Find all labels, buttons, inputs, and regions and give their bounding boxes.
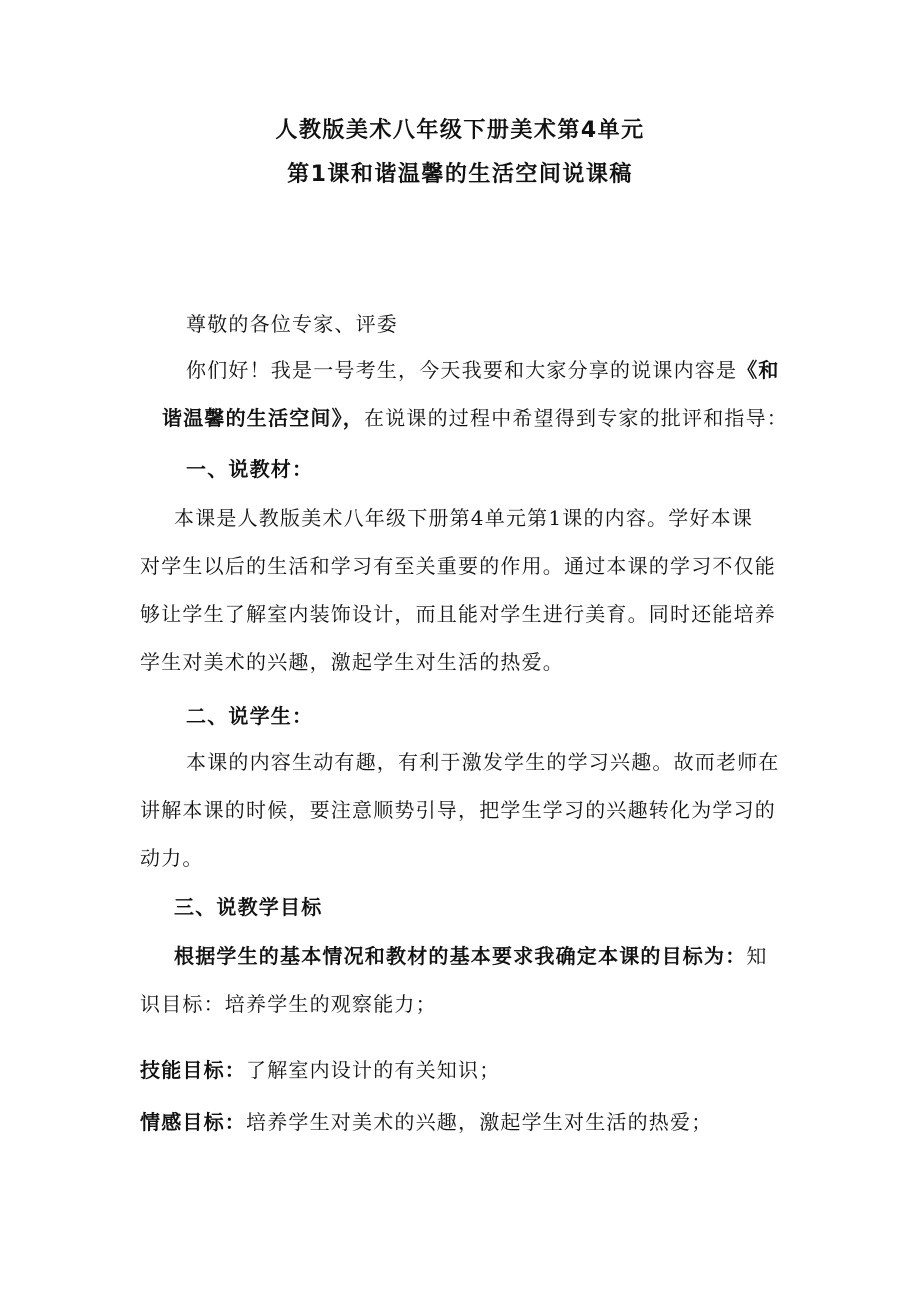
- section1-line: 学生对美术的兴趣，激起学生对生活的热爱。: [140, 650, 564, 674]
- skill-objective-text: 了解室内设计的有关知识；: [246, 1058, 501, 1082]
- document-title-line1: 人教版美术八年级下册美术第4单元: [275, 118, 645, 143]
- section2-heading: 二、说学生：: [186, 704, 314, 728]
- skill-objective: [140, 1056, 500, 1084]
- section3-lead-tail: 知: [746, 944, 768, 968]
- section1-heading: 一、说教材：: [186, 457, 314, 481]
- section3-lead-line1: [174, 942, 768, 970]
- emotion-objective-label: 情感目标：: [140, 1110, 246, 1134]
- document-title-line2: 第1课和谐温馨的生活空间说课稿: [287, 162, 633, 187]
- intro-text-end: 在说课的过程中希望得到专家的批评和指导：: [364, 406, 788, 430]
- section2-line: 讲解本课的时候，要注意顺势引导，把学生学习的兴趣转化为学习的: [140, 798, 776, 822]
- section3-lead-bold: 根据学生的基本情况和教材的基本要求我确定本课的目标为：: [174, 944, 747, 968]
- intro-line2: [162, 404, 788, 432]
- intro-bold-start: 《和: [737, 358, 780, 382]
- section3-lead-line2: 识目标：培养学生的观察能力；: [140, 992, 437, 1016]
- intro-bold-title: 谐温馨的生活空间》，: [162, 406, 364, 430]
- skill-objective-label: 技能目标：: [140, 1058, 246, 1082]
- emotion-objective: [140, 1108, 712, 1136]
- section1-line: 对学生以后的生活和学习有至关重要的作用。通过本课的学习不仅能: [140, 554, 776, 578]
- section2-line: 本课的内容生动有趣，有利于激发学生的学习兴趣。故而老师在: [186, 750, 780, 774]
- section2-line: 动力。: [140, 846, 204, 870]
- emotion-objective-text: 培养学生对美术的兴趣，激起学生对生活的热爱；: [246, 1110, 713, 1134]
- section1-line: 本课是人教版美术八年级下册第4单元第1课的内容。学好本课: [174, 506, 754, 530]
- intro-text: 你们好！我是一号考生，今天我要和大家分享的说课内容是: [186, 358, 738, 382]
- section1-line: 够让学生了解室内装饰设计，而且能对学生进行美育。同时还能培养: [140, 602, 776, 626]
- greeting: 尊敬的各位专家、评委: [186, 312, 398, 336]
- intro-line1: [186, 356, 780, 384]
- section3-heading: 三、说教学目标: [174, 895, 323, 919]
